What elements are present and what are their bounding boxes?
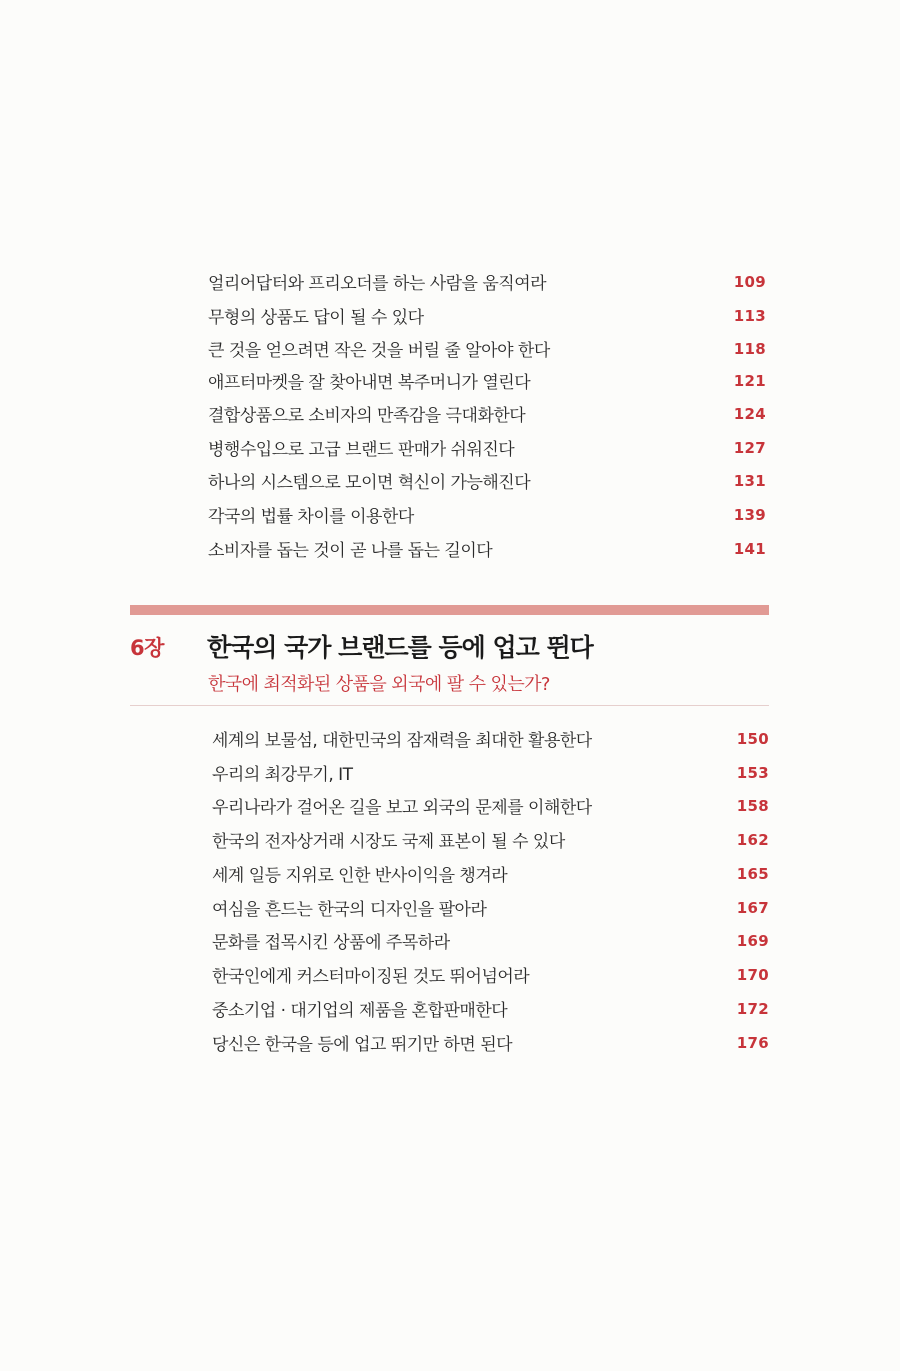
toc-entry-page: 121 xyxy=(733,371,766,390)
chapter-number: 6장 xyxy=(130,636,164,660)
chapter-subtitle: 한국에 최적화된 상품을 외국에 팔 수 있는가? xyxy=(208,674,550,695)
toc-entry-page: 118 xyxy=(733,339,766,358)
toc-entry-page: 172 xyxy=(736,999,769,1018)
toc-entry-title: 큰 것을 얻으려면 작은 것을 버릴 줄 알아야 한다 xyxy=(208,341,550,361)
toc-entry[interactable] xyxy=(212,823,769,856)
chapter-underline xyxy=(130,705,769,706)
toc-entry[interactable] xyxy=(212,722,769,755)
toc-entry[interactable] xyxy=(212,1026,769,1059)
toc-entry[interactable] xyxy=(208,364,766,397)
toc-entry-title: 우리의 최강무기, IT xyxy=(212,765,353,785)
toc-entry[interactable] xyxy=(208,431,766,464)
toc-entry-page: 141 xyxy=(733,539,766,558)
toc-entry-title: 애프터마켓을 잘 찾아내면 복주머니가 열린다 xyxy=(208,373,531,393)
toc-entry[interactable] xyxy=(212,958,769,991)
toc-entry[interactable] xyxy=(212,924,769,957)
toc-entry-title: 한국의 전자상거래 시장도 국제 표본이 될 수 있다 xyxy=(212,832,565,852)
toc-entry-title: 소비자를 돕는 것이 곧 나를 돕는 길이다 xyxy=(208,541,493,561)
toc-entry[interactable] xyxy=(208,532,766,565)
toc-entry[interactable] xyxy=(208,397,766,430)
toc-entry-page: 124 xyxy=(733,404,766,423)
toc-entry-title: 여심을 흔드는 한국의 디자인을 팔아라 xyxy=(212,900,487,920)
toc-entry-title: 중소기업 · 대기업의 제품을 혼합판매한다 xyxy=(212,1001,508,1021)
toc-entry[interactable] xyxy=(208,265,766,298)
toc-entry-title: 세계 일등 지위로 인한 반사이익을 챙겨라 xyxy=(212,866,508,886)
toc-entry[interactable] xyxy=(208,464,766,497)
toc-entry-title: 각국의 법률 차이를 이용한다 xyxy=(208,507,414,527)
toc-entry-title: 결합상품으로 소비자의 만족감을 극대화한다 xyxy=(208,406,526,426)
chapter-title[interactable]: 한국의 국가 브랜드를 등에 업고 뛴다 xyxy=(207,633,593,662)
toc-entry[interactable] xyxy=(212,992,769,1025)
toc-entry[interactable] xyxy=(208,299,766,332)
toc-entry-page: 162 xyxy=(736,830,769,849)
toc-entry-title: 문화를 접목시킨 상품에 주목하라 xyxy=(212,933,450,953)
toc-entry-title: 하나의 시스템으로 모이면 혁신이 가능해진다 xyxy=(208,473,531,493)
toc-entry-title: 우리나라가 걸어온 길을 보고 외국의 문제를 이해한다 xyxy=(212,798,592,818)
toc-entry-page: 131 xyxy=(733,471,766,490)
toc-entry[interactable] xyxy=(208,332,766,365)
toc-entry-title: 당신은 한국을 등에 업고 뛰기만 하면 된다 xyxy=(212,1035,513,1055)
toc-entry[interactable] xyxy=(208,498,766,531)
toc-entry-page: 113 xyxy=(733,306,766,325)
toc-entry[interactable] xyxy=(212,756,769,789)
toc-entry-page: 169 xyxy=(736,931,769,950)
toc-entry-title: 병행수입으로 고급 브랜드 판매가 쉬워진다 xyxy=(208,440,515,460)
toc-entry-page: 139 xyxy=(733,505,766,524)
toc-entry-page: 109 xyxy=(733,272,766,291)
toc-entry-page: 170 xyxy=(736,965,769,984)
toc-entry[interactable] xyxy=(212,857,769,890)
toc-entry-page: 165 xyxy=(736,864,769,883)
chapter-divider-bar xyxy=(130,605,769,615)
toc-entry[interactable] xyxy=(212,891,769,924)
toc-entry-page: 167 xyxy=(736,898,769,917)
toc-entry-page: 127 xyxy=(733,438,766,457)
toc-entry-page: 150 xyxy=(736,729,769,748)
toc-entry-page: 176 xyxy=(736,1033,769,1052)
toc-entry-title: 세계의 보물섬, 대한민국의 잠재력을 최대한 활용한다 xyxy=(212,731,592,751)
toc-entry-title: 무형의 상품도 답이 될 수 있다 xyxy=(208,308,424,328)
toc-entry-page: 153 xyxy=(736,763,769,782)
toc-entry-title: 얼리어답터와 프리오더를 하는 사람을 움직여라 xyxy=(208,274,547,294)
toc-entry-title: 한국인에게 커스터마이징된 것도 뛰어넘어라 xyxy=(212,967,530,987)
toc-entry[interactable] xyxy=(212,789,769,822)
toc-entry-page: 158 xyxy=(736,796,769,815)
